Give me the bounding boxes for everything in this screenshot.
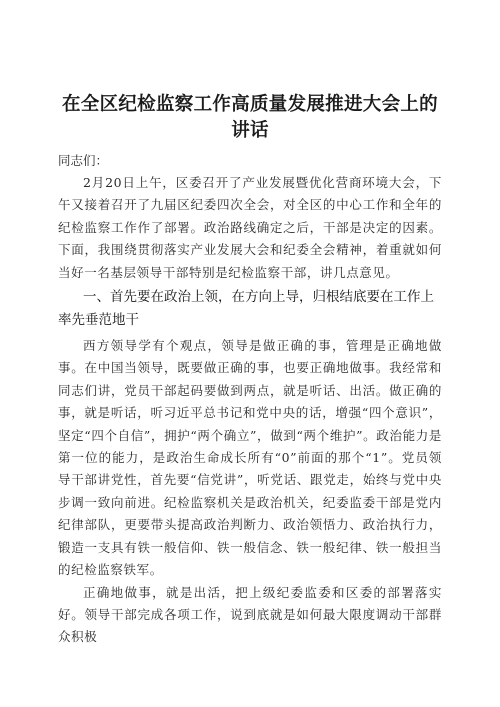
document-title: 在全区纪检监察工作高质量发展推进大会上的讲话 bbox=[61, 94, 438, 141]
paragraph-intro: 2月20日上午，区委召开了产业发展暨优化营商环境大会，下午又接着召开了九届区纪委四次全会，对全区的中心工作和全年的纪检监察工作作了部署。政治路线确定之后，干部是决定的因素。下面，我围绕贯彻落实产业发展大会和纪委全会精神，着重就如何当好一名基层领导干部特别是纪检监察干部，讲几点意见。 bbox=[58, 175, 442, 280]
salutation: 同志们： bbox=[58, 153, 109, 168]
section-heading-1: 一、首先要在政治上领，在方向上导，归根结底要在工作上率先垂范地干 bbox=[58, 289, 434, 329]
paragraph-section-1: 西方领导学有个观点，领导是做正确的事，管理是正确地做事。在中国当领导，既要做正确的事，也要正确地做事。我经常和同志们讲，党员干部起码要做到两点，就是听话、出活。做正确的事，就是听话，听习近平总书记和党中央的话，增强“四个意识”，坚定“四个自信”，拥护“两个确立”，做到“两个维护”。政治能力是第一位的能力，是政治生命成长所有“0”前面的那个“1”。党员领导干部讲党性，首先要“信党讲”，听党话、跟党走，始终与党中央步调一致向前进。纪检监察机关是政治机关，纪委监委干部是党内纪律部队，更要带头提高政治判断力、政治领悟力、政治执行力，锻造一支具有铁一般信仰、铁一般信念、铁一般纪律、铁一般担当的纪检监察铁军。 bbox=[58, 338, 442, 578]
paragraph-section-2: 正确地做事，就是出活，把上级纪委监委和区委的部署落实好。领导干部完成各项工作，说到底就是如何最大限度调动干部群众积极 bbox=[58, 584, 442, 645]
